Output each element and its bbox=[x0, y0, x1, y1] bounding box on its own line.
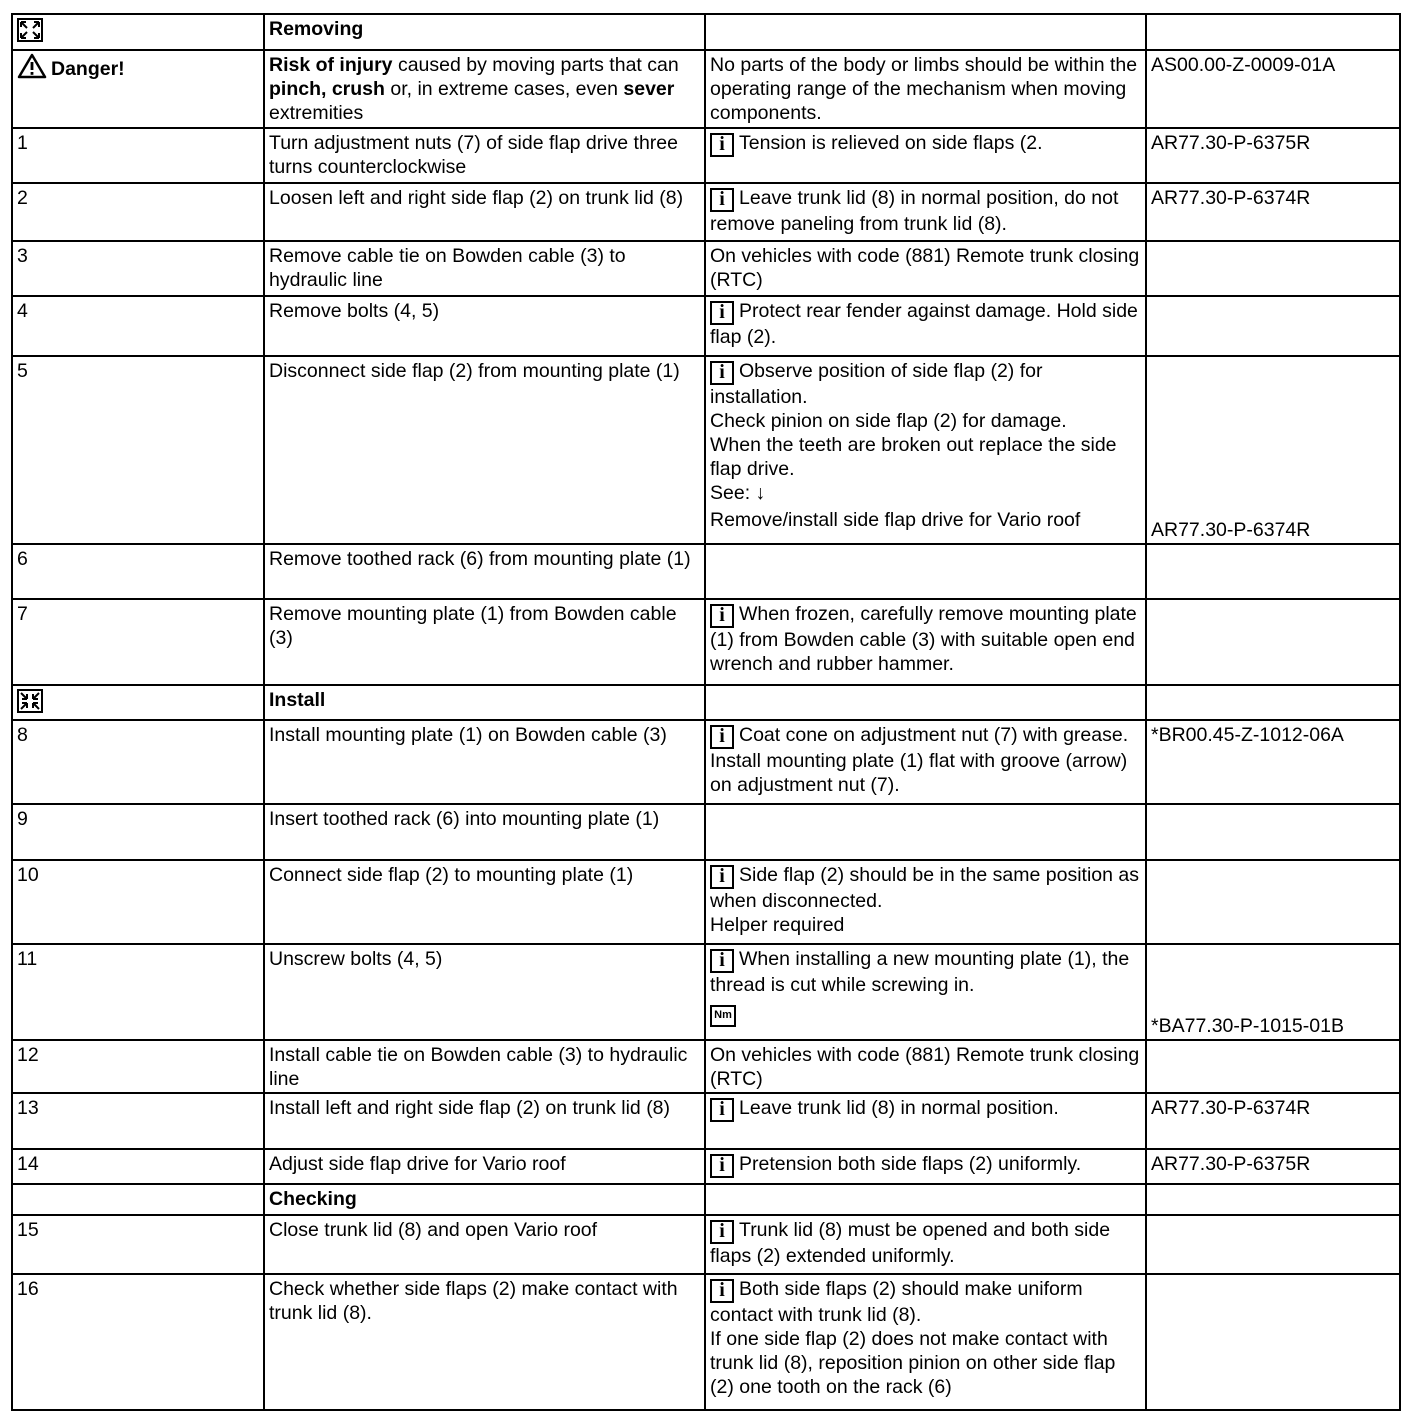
step-ref: AR77.30-P-6374R bbox=[1146, 356, 1400, 544]
step-number: 9 bbox=[12, 804, 264, 860]
info-icon: i bbox=[710, 1220, 734, 1244]
step-row bbox=[12, 183, 1400, 241]
step-ref: AR77.30-P-6374R bbox=[1146, 1093, 1400, 1149]
step-note: i Side flap (2) should be in the same position as when disconnected. Helper required bbox=[705, 860, 1146, 944]
step-row bbox=[12, 544, 1400, 599]
arrow-down-icon: ↓ bbox=[755, 482, 766, 504]
torque-nm-icon[interactable]: Nm bbox=[710, 1005, 736, 1027]
step-action: Unscrew bolts (4, 5) bbox=[264, 944, 705, 1040]
section-title-removing: Removing bbox=[264, 14, 705, 50]
step-note: i Protect rear fender against damage. Hold side flap (2). bbox=[705, 296, 1146, 356]
step-ref: AR77.30-P-6374R bbox=[1146, 183, 1400, 241]
section-row-removing bbox=[12, 14, 1400, 50]
step-action: Connect side flap (2) to mounting plate (1) bbox=[264, 860, 705, 944]
section-title-install: Install bbox=[264, 685, 705, 720]
section-title-checking: Checking bbox=[264, 1184, 705, 1215]
step-row bbox=[12, 1093, 1400, 1149]
step-action: Adjust side flap drive for Vario roof bbox=[264, 1149, 705, 1184]
danger-text: Risk of injury caused by moving parts that can pinch, crush or, in extreme cases, even sever extremities bbox=[264, 50, 705, 128]
step-note: On vehicles with code (881) Remote trunk closing (RTC) bbox=[705, 241, 1146, 296]
step-ref bbox=[1146, 544, 1400, 599]
step-row bbox=[12, 720, 1400, 804]
step-row bbox=[12, 296, 1400, 356]
step-action: Loosen left and right side flap (2) on trunk lid (8) bbox=[264, 183, 705, 241]
step-ref bbox=[1146, 241, 1400, 296]
step-ref: AR77.30-P-6375R bbox=[1146, 1149, 1400, 1184]
step-note bbox=[705, 804, 1146, 860]
procedure-table bbox=[11, 13, 1401, 1411]
info-icon: i bbox=[710, 188, 734, 212]
step-row bbox=[12, 1274, 1400, 1410]
danger-ref: AS00.00-Z-0009-01A bbox=[1146, 50, 1400, 128]
step-row bbox=[12, 1149, 1400, 1184]
info-icon: i bbox=[710, 1154, 734, 1178]
step-action: Insert toothed rack (6) into mounting plate (1) bbox=[264, 804, 705, 860]
info-icon: i bbox=[710, 1279, 734, 1303]
danger-label: Danger! bbox=[51, 58, 125, 80]
step-action: Install left and right side flap (2) on trunk lid (8) bbox=[264, 1093, 705, 1149]
step-ref bbox=[1146, 1274, 1400, 1410]
step-number: 12 bbox=[12, 1040, 264, 1093]
step-number: 11 bbox=[12, 944, 264, 1040]
info-icon: i bbox=[710, 949, 734, 973]
step-ref: AR77.30-P-6375R bbox=[1146, 128, 1400, 183]
step-note bbox=[705, 544, 1146, 599]
step-number: 13 bbox=[12, 1093, 264, 1149]
step-note: i Trunk lid (8) must be opened and both side flaps (2) extended uniformly. bbox=[705, 1215, 1146, 1274]
step-note: i Pretension both side flaps (2) uniformly. bbox=[705, 1149, 1146, 1184]
step-row bbox=[12, 128, 1400, 183]
step-row bbox=[12, 860, 1400, 944]
step-row bbox=[12, 1040, 1400, 1093]
step-note: i Observe position of side flap (2) for installation. Check pinion on side flap (2) for damage. When the teeth are broken out replace the side flap drive. See: ↓ Remove/install side flap drive for Vario roof bbox=[705, 356, 1146, 544]
step-row bbox=[12, 944, 1400, 1040]
step-action: Close trunk lid (8) and open Vario roof bbox=[264, 1215, 705, 1274]
step-row bbox=[12, 356, 1400, 544]
step-action: Remove bolts (4, 5) bbox=[264, 296, 705, 356]
step-number: 3 bbox=[12, 241, 264, 296]
step-row bbox=[12, 1215, 1400, 1274]
info-icon: i bbox=[710, 604, 734, 628]
step-action: Check whether side flaps (2) make contact with trunk lid (8). bbox=[264, 1274, 705, 1410]
step-row bbox=[12, 804, 1400, 860]
step-ref bbox=[1146, 1040, 1400, 1093]
cross-reference-link[interactable]: Remove/install side flap drive for Vario roof bbox=[710, 509, 1081, 531]
step-number: 1 bbox=[12, 128, 264, 183]
step-note: i Leave trunk lid (8) in normal position, do not remove paneling from trunk lid (8). bbox=[705, 183, 1146, 241]
expand-icon bbox=[17, 689, 43, 713]
step-ref bbox=[1146, 599, 1400, 685]
step-ref: *BR00.45-Z-1012-06A bbox=[1146, 720, 1400, 804]
step-note: i Coat cone on adjustment nut (7) with grease. Install mounting plate (1) flat with groove (arrow) on adjustment nut (7). bbox=[705, 720, 1146, 804]
step-action: Install mounting plate (1) on Bowden cable (3) bbox=[264, 720, 705, 804]
danger-note: No parts of the body or limbs should be within the operating range of the mechanism when moving components. bbox=[705, 50, 1146, 128]
step-note: i Leave trunk lid (8) in normal position. bbox=[705, 1093, 1146, 1149]
step-action: Disconnect side flap (2) from mounting plate (1) bbox=[264, 356, 705, 544]
step-action: Install cable tie on Bowden cable (3) to hydraulic line bbox=[264, 1040, 705, 1093]
step-note: i Both side flaps (2) should make uniform contact with trunk lid (8). If one side flap (2) does not make contact with trunk lid (8), reposition pinion on other side flap (2) one tooth on the rack (6) bbox=[705, 1274, 1146, 1410]
info-icon: i bbox=[710, 301, 734, 325]
step-ref bbox=[1146, 860, 1400, 944]
step-ref: *BA77.30-P-1015-01B bbox=[1146, 944, 1400, 1040]
section-row-install bbox=[12, 685, 1400, 720]
step-note: i When installing a new mounting plate (1), the thread is cut while screwing in. Nm bbox=[705, 944, 1146, 1040]
info-icon: i bbox=[710, 133, 734, 157]
danger-row bbox=[12, 50, 1400, 128]
step-action: Remove toothed rack (6) from mounting plate (1) bbox=[264, 544, 705, 599]
step-number: 16 bbox=[12, 1274, 264, 1410]
step-action: Turn adjustment nuts (7) of side flap drive three turns counterclockwise bbox=[264, 128, 705, 183]
expand-icon bbox=[17, 18, 43, 42]
info-icon: i bbox=[710, 865, 734, 889]
warning-triangle-icon bbox=[17, 53, 47, 79]
step-ref bbox=[1146, 296, 1400, 356]
step-number: 7 bbox=[12, 599, 264, 685]
step-note: i Tension is relieved on side flaps (2. bbox=[705, 128, 1146, 183]
step-ref bbox=[1146, 1215, 1400, 1274]
info-icon: i bbox=[710, 361, 734, 385]
section-row-checking bbox=[12, 1184, 1400, 1215]
step-number: 10 bbox=[12, 860, 264, 944]
info-icon: i bbox=[710, 1098, 734, 1122]
step-number: 6 bbox=[12, 544, 264, 599]
step-row bbox=[12, 599, 1400, 685]
step-note: i When frozen, carefully remove mounting plate (1) from Bowden cable (3) with suitable open end wrench and rubber hammer. bbox=[705, 599, 1146, 685]
info-icon: i bbox=[710, 725, 734, 749]
step-action: Remove mounting plate (1) from Bowden cable (3) bbox=[264, 599, 705, 685]
step-note: On vehicles with code (881) Remote trunk closing (RTC) bbox=[705, 1040, 1146, 1093]
step-number: 14 bbox=[12, 1149, 264, 1184]
step-number: 15 bbox=[12, 1215, 264, 1274]
step-number: 2 bbox=[12, 183, 264, 241]
step-action: Remove cable tie on Bowden cable (3) to hydraulic line bbox=[264, 241, 705, 296]
step-ref bbox=[1146, 804, 1400, 860]
step-number: 5 bbox=[12, 356, 264, 544]
step-number: 8 bbox=[12, 720, 264, 804]
step-row bbox=[12, 241, 1400, 296]
step-number: 4 bbox=[12, 296, 264, 356]
